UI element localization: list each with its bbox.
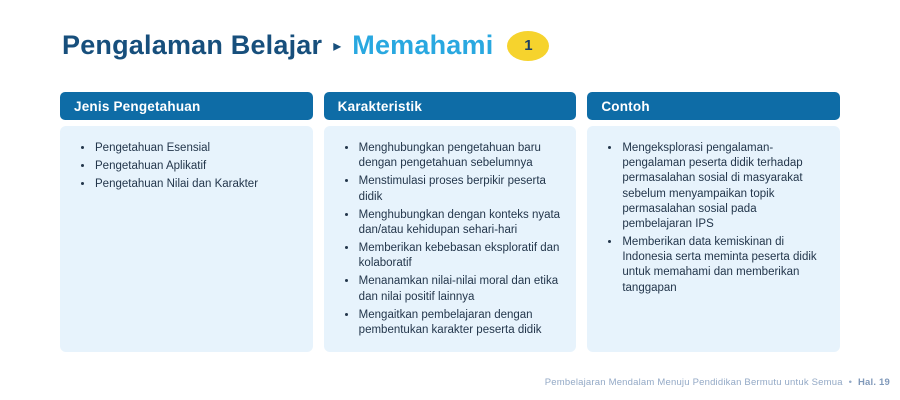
column-panel: [324, 126, 577, 352]
column-header: Karakteristik: [324, 92, 577, 120]
arrow-right-icon: ▸: [333, 37, 342, 55]
column-contoh: [587, 92, 840, 352]
column-jenis-pengetahuan: [60, 92, 313, 352]
bullet-item: • Pengetahuan Aplikatif: [94, 159, 299, 174]
title-highlight: Memahami: [352, 30, 494, 60]
bullet-list: [94, 141, 299, 193]
bullet-item: • Pengetahuan Nilai dan Karakter: [94, 177, 299, 192]
bullet-item: • Mengaitkan pembelajaran dengan pembentukan karakter peserta didik: [358, 308, 563, 338]
bullet-item: • Menghubungkan dengan konteks nyata dan/atau kehidupan sehari-hari: [358, 208, 563, 238]
bullet-list: [358, 141, 563, 338]
bullet-item: • Mengeksplorasi pengalaman-pengalaman peserta didik terhadap permasalahan sosial di masyarakat sebelum menyampaikan topik permasalahan sosial pada pembelajaran IPS: [621, 141, 826, 232]
column-karakteristik: [324, 92, 577, 352]
number-badge: 1: [507, 31, 549, 61]
bullet-item: • Pengetahuan Esensial: [94, 141, 299, 156]
footer-separator: •: [848, 377, 853, 388]
column-panel: [60, 126, 313, 352]
column-header: Contoh: [587, 92, 840, 120]
title-main: Pengalaman Belajar: [62, 30, 323, 60]
column-panel: [587, 126, 840, 352]
bullet-item: • Menghubungkan pengetahuan baru dengan pengetahuan sebelumnya: [358, 141, 563, 171]
footer: [545, 377, 890, 388]
bullet-item: • Memberikan kebebasan eksploratif dan kolaboratif: [358, 241, 563, 271]
bullet-item: • Menanamkan nilai-nilai moral dan etika dan nilai positif lainnya: [358, 274, 563, 304]
column-header: Jenis Pengetahuan: [60, 92, 313, 120]
bullet-list: [621, 141, 826, 296]
columns-container: [60, 92, 840, 352]
bullet-item: • Memberikan data kemiskinan di Indonesia serta meminta peserta didik untuk memahami dan memberikan tanggapan: [621, 235, 826, 296]
footer-text: Pembelajaran Mendalam Menuju Pendidikan Bermutu untuk Semua: [544, 377, 843, 388]
bullet-item: • Menstimulasi proses berpikir peserta didik: [358, 174, 563, 204]
footer-page-number: Hal. 19: [857, 377, 890, 388]
slide-title: [62, 30, 549, 61]
